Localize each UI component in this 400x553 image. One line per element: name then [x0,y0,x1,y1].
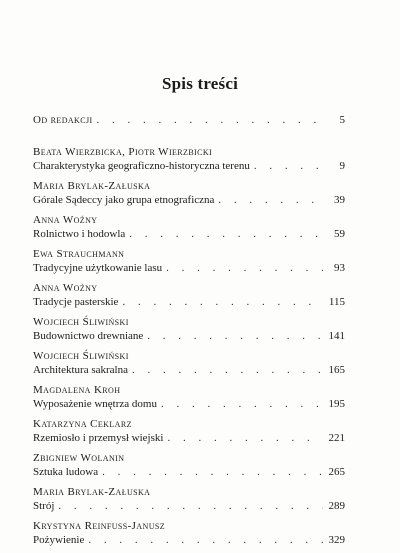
toc-entry [33,417,345,451]
toc-page-number: 5 [339,114,345,126]
toc-page-number: 39 [334,194,345,206]
dot-leader [132,363,323,378]
toc-line [33,159,345,174]
dot-leader [58,499,323,514]
toc-author: Katarzyna Ceklarz [33,418,132,430]
page-title: Spis treści [161,74,239,93]
toc-entry [33,349,345,383]
toc-line [33,329,345,344]
toc-line [33,533,345,548]
dot-leader [88,533,323,548]
toc-title: Wyposażenie wnętrza domu [33,398,157,410]
toc-page-number: 165 [328,364,345,376]
toc-page-number: 221 [328,432,345,444]
toc-line [33,113,345,128]
toc-line [33,193,345,208]
toc-entry [33,213,345,247]
toc-title: Budownictwo drewniane [33,330,144,342]
dot-leader [167,431,323,446]
dot-leader [147,329,323,344]
toc-title: Rolnictwo i hodowla [33,228,126,240]
toc-author: Wojciech Śliwiński [33,316,129,328]
toc-entry [33,519,345,553]
toc-author: Anna Woźny [33,282,98,294]
toc-entry [33,383,345,417]
toc-page-number: 115 [328,296,345,308]
toc-page-number: 9 [339,160,345,172]
toc-entry [33,145,345,179]
toc-author: Ewa Strauchmann [33,248,125,260]
toc-line [33,295,345,310]
table-of-contents [33,113,345,553]
toc-author: Magdalena Kroh [33,384,121,396]
toc-page-number: 141 [328,330,345,342]
toc-line [33,431,345,446]
toc-entry [33,247,345,281]
toc-author: Zbigniew Wolanin [33,452,125,464]
toc-page-number: 59 [334,228,345,240]
toc-entry [33,281,345,315]
dot-leader [129,227,323,242]
toc-line [33,363,345,378]
toc-title: Tradycje pasterskie [33,296,119,308]
toc-author: Maria Brylak-Załuska [33,486,151,498]
dot-leader [122,295,323,310]
toc-title: Rzemiosło i przemysł wiejski [33,432,164,444]
toc-entry [33,179,345,213]
toc-entry [33,451,345,485]
toc-author: Wojciech Śliwiński [33,350,129,362]
toc-author: Maria Brylak-Załuska [33,180,151,192]
toc-title: Charakterystyka geograficzno-historyczna terenu [33,160,250,172]
toc-entry [33,113,345,131]
toc-title: Od redakcji [33,114,93,126]
toc-author: Beata Wierzbicka, Piotr Wierzbicki [33,146,213,158]
dot-leader [97,113,323,128]
toc-entry [33,315,345,349]
toc-title: Pożywienie [33,534,85,546]
dot-leader [102,465,323,480]
dot-leader [161,397,323,412]
dot-leader [254,159,323,174]
toc-line [33,261,345,276]
toc-author: Krystyna Reinfuss-Janusz [33,520,166,532]
toc-line [33,227,345,242]
toc-title: Strój [33,500,55,512]
toc-line [33,465,345,480]
toc-page-number: 195 [328,398,345,410]
toc-line [33,499,345,514]
toc-page-number: 265 [328,466,345,478]
toc-page-number: 289 [328,500,345,512]
toc-title: Architektura sakralna [33,364,128,376]
toc-page-number: 329 [328,534,345,546]
toc-author: Anna Woźny [33,214,98,226]
toc-line [33,397,345,412]
toc-title: Sztuka ludowa [33,466,99,478]
dot-leader [218,193,323,208]
toc-page-number: 93 [334,262,345,274]
toc-title: Tradycyjne użytkowanie lasu [33,262,163,274]
dot-leader [166,261,323,276]
toc-title: Górale Sądeccy jako grupa etnograficzna [33,194,215,206]
toc-entry [33,485,345,519]
